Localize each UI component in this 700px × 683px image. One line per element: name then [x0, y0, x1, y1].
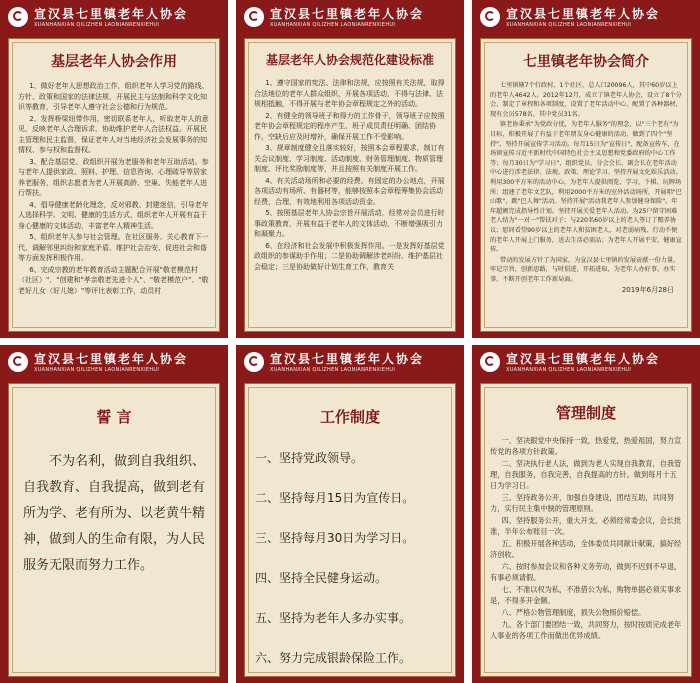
paragraph: 2、发挥桥梁纽带作用。密切联系老年人，听取老年人的意见，反映老年人合理诉求，协助维护老年人合法权益。开展民主管理和民主监督，保证老年人对当地经济社会发展事务的知情权、参与权和监督权。	[18, 114, 209, 154]
paragraph: 一、坚决跟党中央保持一致，热爱党，热爱祖国，努力宣传党的各项方针政策。	[490, 436, 682, 456]
issue-date: 2019年6月28日	[621, 286, 674, 295]
panel-header	[236, 345, 464, 383]
paragraph: 八、严格公物管理制度，损失公物照价赔偿。	[501, 608, 646, 617]
paragraph: 3、规章制度健全且落实较好，按照本会章程要求，制订有关会议制度、学习制度、活动制度、财务管理制度、物质管理制度、评比奖励制度等，并且按照有关制度开展工作。	[254, 144, 445, 173]
paragraph: 四、坚持服务公开，重大开支，必须经常委会议，会长批准，半年公布账目一次。	[490, 516, 682, 536]
paragraph: 6、在经济和社会发展中积极发挥作用。一是发挥好基层党政组织的参谋助手作用；二是协助调解涉老纠纷、维护基层社会稳定；三是协助做好计划生育工作，教育关	[254, 241, 445, 271]
oath-text: 不为名利，做到自我组织、自我教育、自我提高，做到老有所为学、老有所为、以老黄牛精神，做到人的生命有限，为人民服务无限而努力工作。	[23, 454, 206, 573]
list-item: 三、坚持每月30日为学习日。	[255, 531, 415, 545]
panel-title: 管理制度	[555, 404, 616, 422]
panel-header	[472, 0, 700, 38]
org-name: 宣汉县七里镇老年人协会	[34, 7, 189, 21]
paragraph: 五、积极开展各种活动，全体委员共同献计献策，搞好经济创收。	[490, 539, 682, 559]
panel-header	[236, 0, 464, 38]
paragraph: 带动的发展方针了为国家，为宣汉县七里镇的发展贡献一份力量，牢记宗旨，创新思路，与时俱进，开拓进取，为老年人办好事、办实事，不断开创老年工作新局面。	[490, 256, 680, 283]
org-name: 宣汉县七里镇老年人协会	[270, 7, 425, 21]
org-name-en: XUANHANXIAN QILIZHEN LAONIANRENXIEHUI	[506, 22, 632, 28]
panel-standards	[236, 0, 464, 338]
org-name: 宣汉县七里镇老年人协会	[270, 352, 425, 366]
association-logo-icon	[244, 7, 264, 27]
org-name-en: XUANHANXIAN QILIZHEN LAONIANRENXIEHUI	[34, 22, 160, 28]
panel-title: 七里镇老年协会简介	[523, 54, 649, 70]
org-name: 宣汉县七里镇老年人协会	[34, 352, 189, 366]
content-card	[244, 383, 456, 677]
paragraph: 2、有健全的领导班子和得力的工作骨干，领导班子应按照老年协会章程规定的程序产生，班子成员责任明确、团结协作，空缺后应及时增补，确保开展工作不受影响。	[254, 111, 445, 141]
panel-title: 基层老年人协会规范化建设标准	[265, 53, 434, 67]
paragraph: 5、按照基层老年人协会宗旨开展活动，经常对会员进行时事政策教育，开展有益于老年人的文体活动，不断增强吸引力和凝聚力。	[254, 209, 445, 238]
panel-management-rules	[472, 345, 700, 683]
paragraph: 三、坚持政务公开，加强自身建设，团结互助，共同努力，实行民主集中制的管理原则。	[490, 493, 675, 513]
panel-title: 基层老年人协会作用	[51, 54, 177, 70]
content-card	[244, 38, 456, 332]
paragraph: 镇老协秉承"为党政分忧，为老年人服务"的理念，以"三个老有"为目标，积极开展了有益于老年朋友身心健康的活动，做到了四个"坚持"。坚持开展宣传学习活动。每月15日为"宣传日"，配备宣传车，在场镇宣传习近平新时代中国特色社会主义思想和党委政府的中心工作等；每月30日为"学习日"，组织党员、分会会长、副会长在老年活动中心进行涉老法律、法规、政策、理论学习。坚持开展文化娱乐活动。利用300平方米的活动中心，为老年人提供阅览、学习、下棋、玩牌场所；组建了老年文艺队，利用2000平方米的室外活动场所，开展唱"巴山歌"、跳"巴人舞"活动。坚持开展"活动我老年人参加健身保险"。年年超额完成指导性计划。坚持开展关爱老年人活动。为25户留守困难老人结为"一对一"帮扶对子；与220名60岁以上的老人签订了赡养协议；慰问看望90岁以上的老年人和贫困老人，对老弱病残、行动不便的老年人开展上门服务，送去生活必需品；为老年人开展平安、健康宣传。	[490, 121, 682, 254]
org-name-en: XUANHANXIAN QILIZHEN LAONIANRENXIEHUI	[270, 367, 396, 373]
association-logo-icon	[480, 7, 500, 27]
org-name-en: XUANHANXIAN QILIZHEN LAONIANRENXIEHUI	[506, 367, 632, 373]
content-card	[480, 383, 692, 677]
content-card	[8, 38, 220, 332]
content-card	[8, 383, 220, 677]
panel-title: 工作制度	[319, 408, 380, 426]
paragraph: 二、坚决执行老人法，做到为老人实现自我教育，自我管理，自我服务，自我完善，自我提高的方针。做到每月十五日为学习日。	[490, 459, 682, 490]
org-name-en: XUANHANXIAN QILIZHEN LAONIANRENXIEHUI	[34, 367, 160, 373]
org-name: 宣汉县七里镇老年人协会	[506, 352, 661, 366]
paragraph: 九、各个部门要团结一致，共同努力，按时按质完成老年人事业的各项工作而做出优异成绩。	[490, 620, 682, 640]
paragraph: 1、遵守国家的宪法、法律和法规，应按照有关法规，取得合法地位的老年人群众组织，开展各项活动，不得与法律、法规相抵触，不得开展与老年协会章程规定之外的活动。	[254, 79, 445, 108]
paragraph: 4、有关活动场所和必要的经费。有固定的办公地点，开展各项活动有场所、有器材等，能够按照本会章程筹集协会活动经费，合理、有效地利用各项活动资金。	[254, 176, 445, 206]
list-item: 一、坚持党政领导。	[255, 451, 364, 465]
org-name-en: XUANHANXIAN QILIZHEN LAONIANRENXIEHUI	[270, 22, 396, 28]
list-item: 四、坚持全民健身运动。	[255, 571, 388, 585]
paragraph: 3、配合基层党、政组织开展为老服务和老年互助活动。参与老年人提供家政、照料、护理、信息咨询、心理疏导等居家养老服务，组织志愿者为老人开展高龄、空巢、失能老年人进行帮扶。	[18, 157, 209, 197]
paragraph: 6、完成宗教的老年教育活动主题配合开展"敬老模范村（社区）"、"创建和"孝亲敬老先进个人"、"敬老模范户"、"敬老好儿女（好儿媳）"等评比表彰工作，动员村	[18, 265, 209, 295]
list-item: 六、努力完成银龄保险工作。	[255, 651, 412, 665]
panel-role	[0, 0, 228, 338]
association-logo-icon	[8, 352, 28, 372]
panel-oath	[0, 345, 228, 683]
content-card	[480, 38, 692, 332]
paragraph: 六、按时参加会议和各种义务劳动，做到不迟到不早退，有事必须请假。	[490, 562, 682, 582]
panel-header	[0, 0, 228, 38]
paragraph: 1、做好老年人思想政治工作，组织老年人学习党的路线、方针、政策和国家的法律法规，开展民主与法制和科学文化知识等教育，引导老年人遵守社会公德和行为规范。	[18, 82, 209, 111]
paragraph: 4、倡导健康老龄化理念，反对邪教、封建迷信，引导老年人选择科学、文明、健康的生活方式，组织老年人开展有益于身心健康的文体活动，丰富老年人精神生活。	[18, 200, 209, 230]
list-item: 二、坚持每月15日为宣传日。	[255, 491, 415, 505]
association-logo-icon	[8, 7, 28, 27]
paragraph: 七、不准以权为私，不准借公为私，购物单据必须实事求是，不得多开金额。	[490, 585, 682, 605]
association-logo-icon	[480, 352, 500, 372]
panel-header	[472, 345, 700, 383]
paragraph: 七里镇辖7个行政村、1个社区，总人口20096人，其中60岁以上的老年人4642人。2012年12月，成立了镇老年人协会，设立了8个分会，制定了章程和各项制度，设置了老年活动中心，配置了各种器材，现有会员578名，其中党员31名。	[490, 82, 682, 118]
panel-title: 誓 言	[96, 408, 132, 426]
panel-work-rules	[236, 345, 464, 683]
org-name: 宣汉县七里镇老年人协会	[506, 7, 661, 21]
panel-intro	[472, 0, 700, 338]
panel-header	[0, 345, 228, 383]
list-item: 五、坚持为老年人多办实事。	[255, 611, 412, 625]
paragraph: 5、组织老年人参与社会管理。在社区服务、关心教育下一代、调解邻里纠纷和家庭矛盾、维护社会治安、促进社会和谐等方面发挥积极作用。	[18, 233, 209, 262]
association-logo-icon	[244, 352, 264, 372]
